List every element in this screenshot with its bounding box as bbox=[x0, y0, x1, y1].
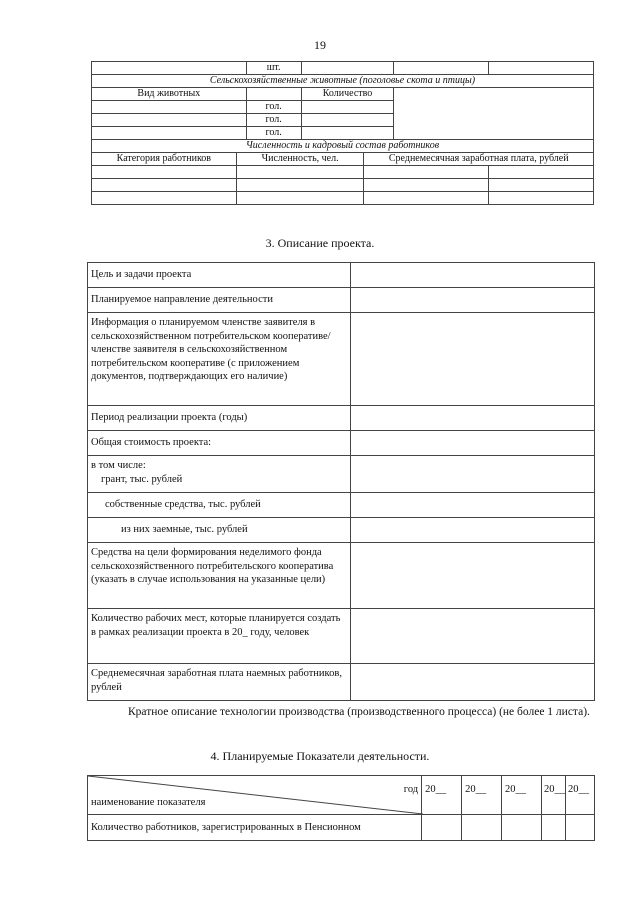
col-category: Категория работников bbox=[92, 153, 237, 166]
project-description-table bbox=[87, 262, 595, 701]
animals-title: Сельскохозяйственные животные (поголовье скота и птицы) bbox=[92, 75, 594, 88]
unit-cell: гол. bbox=[246, 127, 301, 140]
year-column: 20__ bbox=[502, 776, 542, 815]
value-cell[interactable] bbox=[566, 815, 595, 841]
header-diagonal-cell bbox=[88, 776, 422, 815]
value-cell[interactable] bbox=[462, 815, 502, 841]
value-cell[interactable] bbox=[422, 815, 462, 841]
row-label: грант, тыс. рублей bbox=[101, 473, 183, 485]
table-row bbox=[88, 518, 595, 543]
table-row bbox=[92, 166, 594, 179]
table-row bbox=[88, 431, 595, 456]
value-cell[interactable] bbox=[350, 543, 594, 609]
page-number: 19 bbox=[314, 38, 326, 52]
table-row bbox=[88, 406, 595, 431]
row-label: Средства на цели формирования неделимого фонда сельскохозяйственного потребительского кооператива (указать в случае использования на указанные цели) bbox=[88, 543, 351, 609]
value-cell[interactable] bbox=[350, 263, 594, 288]
unit-cell: гол. bbox=[246, 101, 301, 114]
staff-title: Численность и кадровый состав работников bbox=[92, 140, 594, 153]
value-cell[interactable] bbox=[350, 313, 594, 406]
value-cell[interactable] bbox=[350, 288, 594, 313]
table-row bbox=[88, 815, 595, 841]
year-column: 20__ bbox=[542, 776, 566, 815]
table-row bbox=[88, 288, 595, 313]
unit-cell: гол. bbox=[246, 114, 301, 127]
value-cell[interactable] bbox=[350, 406, 594, 431]
year-column: 20__ bbox=[422, 776, 462, 815]
col-animal-type: Вид животных bbox=[92, 88, 247, 101]
table-row bbox=[88, 456, 595, 493]
row-label: Период реализации проекта (годы) bbox=[88, 406, 351, 431]
header-year-label: год bbox=[403, 784, 419, 795]
table-row bbox=[92, 75, 594, 88]
value-cell[interactable] bbox=[350, 431, 594, 456]
table-row bbox=[92, 140, 594, 153]
livestock-staff-table bbox=[91, 61, 594, 205]
table-row bbox=[92, 88, 594, 101]
year-column: 20__ bbox=[566, 776, 595, 815]
value-cell[interactable] bbox=[350, 664, 594, 701]
col-headcount: Численность, чел. bbox=[236, 153, 364, 166]
section4-title: 4. Планируемые Показатели деятельности. bbox=[210, 749, 430, 763]
indicator-label: Количество работников, зарегистрированных в Пенсионном bbox=[88, 815, 422, 841]
unit-cell: шт. bbox=[246, 62, 301, 75]
table-row bbox=[88, 609, 595, 664]
row-label: из них заемные, тыс. рублей bbox=[88, 518, 351, 543]
year-column: 20__ bbox=[462, 776, 502, 815]
table-row bbox=[92, 153, 594, 166]
diagonal-line bbox=[88, 776, 423, 814]
col-quantity: Количество bbox=[301, 88, 394, 101]
table-row bbox=[92, 62, 594, 75]
table-row bbox=[92, 179, 594, 192]
table-row bbox=[88, 776, 595, 815]
value-cell[interactable] bbox=[350, 518, 594, 543]
value-cell[interactable] bbox=[350, 456, 594, 493]
value-cell[interactable] bbox=[350, 609, 594, 664]
table-row bbox=[92, 192, 594, 205]
row-label: Информация о планируемом членстве заявителя в сельскохозяйственном потребительском кооперативе/членстве заявителя в сельскохозяйственном потребительском кооперативе (с приложением документов, подтверждающих его наличие) bbox=[88, 313, 351, 406]
value-cell[interactable] bbox=[542, 815, 566, 841]
value-cell[interactable] bbox=[350, 493, 594, 518]
table-row bbox=[88, 313, 595, 406]
row-label: Среднемесячная заработная плата наемных работников, рублей bbox=[88, 664, 351, 701]
row-label: Планируемое направление деятельности bbox=[88, 288, 351, 313]
indicators-table bbox=[87, 775, 595, 841]
col-avg-salary: Среднемесячная заработная плата, рублей bbox=[364, 153, 594, 166]
row-label: Количество рабочих мест, которые планируется создать в рамках реализации проекта в 20_ году, человек bbox=[88, 609, 351, 664]
technology-description-note: Кратное описание технологии производства (производственного процесса) (не более 1 листа). bbox=[128, 706, 590, 718]
header-indicator-label: наименование показателя bbox=[91, 797, 206, 808]
table-row bbox=[88, 543, 595, 609]
table-row bbox=[88, 664, 595, 701]
row-label: собственные средства, тыс. рублей bbox=[88, 493, 351, 518]
row-label: в том числе: bbox=[91, 460, 146, 471]
table-row bbox=[88, 263, 595, 288]
row-label: Общая стоимость проекта: bbox=[88, 431, 351, 456]
section3-title: 3. Описание проекта. bbox=[265, 236, 375, 250]
value-cell[interactable] bbox=[502, 815, 542, 841]
table-row bbox=[88, 493, 595, 518]
row-label: Цель и задачи проекта bbox=[88, 263, 351, 288]
